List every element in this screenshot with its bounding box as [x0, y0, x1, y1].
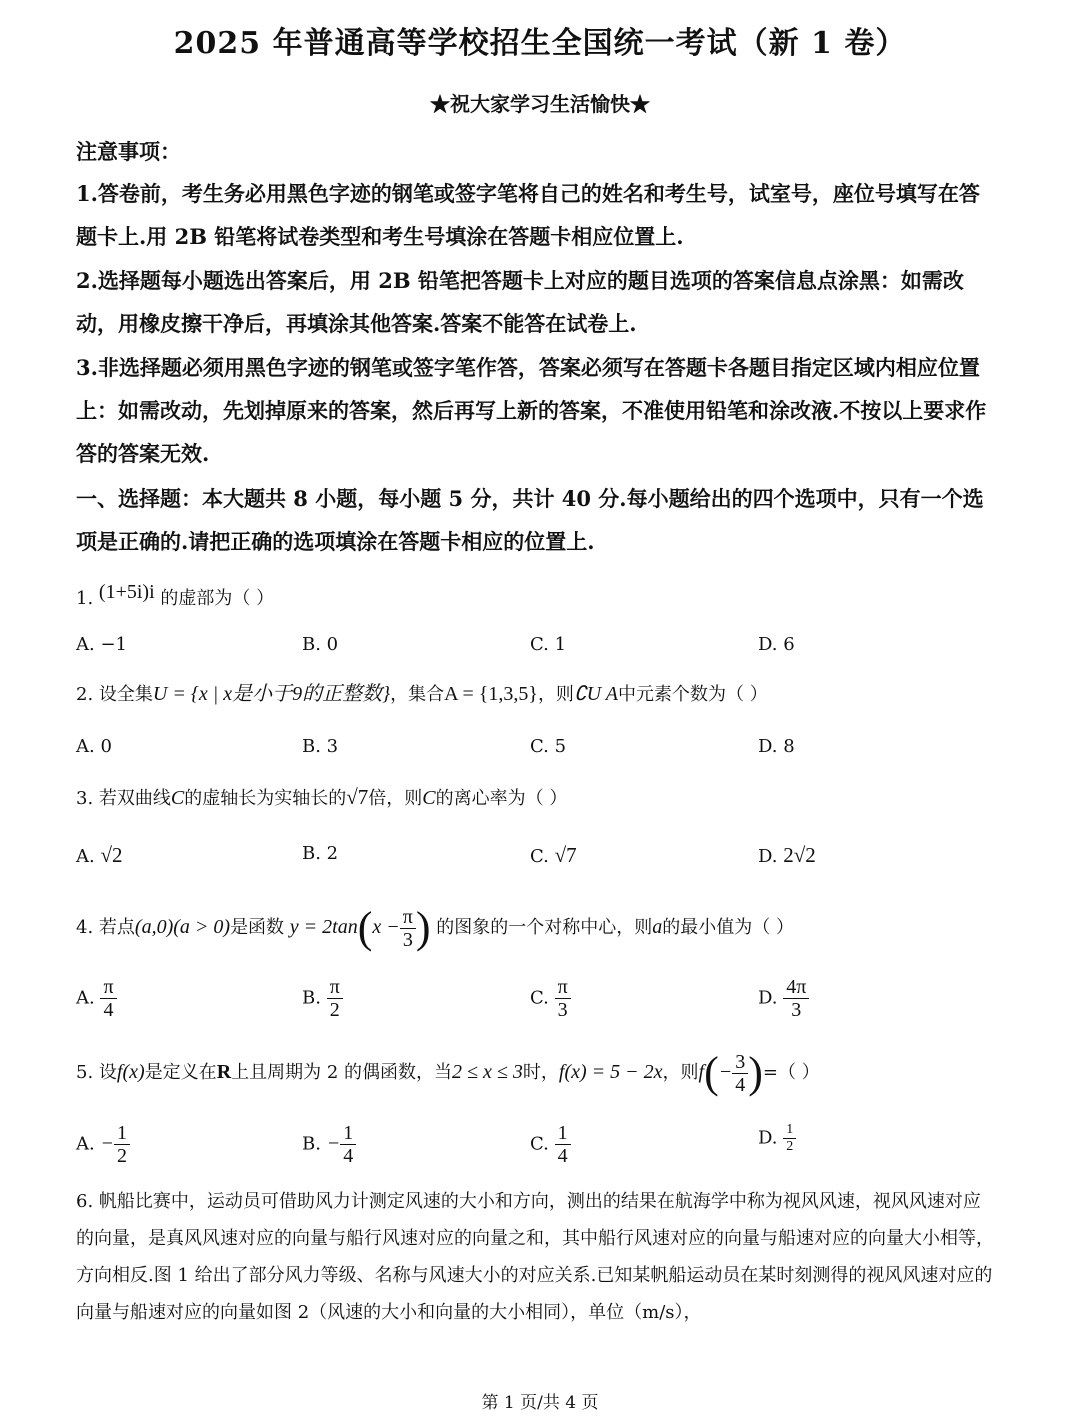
option-value: 2√2: [783, 843, 816, 867]
option-b: B. 2: [302, 843, 339, 864]
question-3-options: [76, 843, 1016, 883]
question-number: 5.: [76, 1062, 94, 1083]
fraction-numerator: π: [400, 906, 416, 929]
math-expression: y = 2tan: [289, 916, 358, 938]
fraction-numerator: π: [327, 976, 343, 999]
question-text: ，则: [537, 684, 574, 705]
fraction-numerator: 3: [732, 1051, 748, 1074]
question-text: 设: [98, 1062, 117, 1083]
option-sign: −: [326, 1132, 341, 1155]
fraction: [732, 1051, 748, 1096]
fraction-denominator: 4: [557, 1145, 568, 1167]
option-b: [302, 976, 343, 1021]
fraction-numerator: 1: [783, 1122, 796, 1139]
option-label: D.: [758, 846, 778, 867]
fraction: [555, 1122, 571, 1167]
option-label: D.: [758, 1127, 778, 1149]
option-a: A. −1: [76, 634, 127, 655]
question-3: [76, 783, 1016, 813]
question-2-options: [76, 736, 1016, 776]
fraction-denominator: 3: [791, 999, 802, 1021]
fraction: [555, 976, 571, 1021]
question-6: 6. 帆船比赛中，运动员可借助风力计测定风速的大小和方向，测出的结果在航海学中称为视风风速，视风风速对应的向量，是真风风速对应的向量与船行风速对应的向量之和，其中船行风速对应的向量与船速对应的向量大小相等，方向相反.图 1 给出了部分风力等级、名称与风速大小的对应关系.已知某帆船运动员在某时刻测得的视风风速对应的向量与船速对应的向量如图 2（风速的大小和向量的大小相同），单位（m/s），: [76, 1191, 994, 1323]
math-expression: A = {1,3,5}: [444, 683, 538, 705]
fraction: [100, 976, 116, 1021]
fraction-denominator: 4: [735, 1073, 746, 1096]
question-text: ，则: [662, 1062, 699, 1083]
option-d: [758, 976, 809, 1021]
math-expression: 2 ≤ x ≤ 3: [452, 1061, 523, 1083]
option-d: D. 6: [758, 634, 795, 655]
option-b: B. 0: [302, 634, 339, 655]
question-text: ，集合: [390, 684, 445, 705]
option-c: C. 5: [530, 736, 567, 757]
question-number: 2.: [76, 684, 94, 705]
option-sign: −: [100, 1132, 114, 1155]
option-label: A.: [76, 846, 95, 867]
question-text: 倍，则: [368, 788, 423, 809]
math-expression: f(x): [116, 1061, 145, 1083]
option-c: [530, 843, 577, 868]
math-expression: x −: [372, 916, 400, 938]
question-text: 的图象的一个对称中心，则: [436, 917, 653, 938]
fraction: [114, 1122, 130, 1167]
option-d: [758, 1122, 796, 1155]
section-1-heading: 一、选择题：本大题共 8 小题，每小题 5 分，共计 40 分.每小题给出的四个选项中，只有一个选项是正确的.请把正确的选项填涂在答题卡相应的位置上.: [76, 486, 984, 554]
fraction-denominator: 2: [786, 1139, 794, 1154]
option-label: B.: [302, 1133, 321, 1155]
notice-heading: 注意事项：: [76, 139, 181, 164]
fraction-numerator: π: [555, 976, 571, 999]
option-label: B.: [302, 987, 321, 1009]
fraction-denominator: 3: [557, 999, 568, 1021]
math-expression: √7: [346, 785, 369, 809]
math-expression: f(x) = 5 − 2x: [558, 1061, 663, 1083]
fraction-numerator: 1: [555, 1122, 571, 1145]
math-expression: (1+5i)i: [98, 581, 155, 603]
question-text: 设全集: [98, 684, 153, 705]
question-text: 的最小值为（ ）: [662, 917, 794, 938]
question-1-options: [76, 634, 1016, 674]
option-b: B. 3: [302, 736, 339, 757]
question-number: 3.: [76, 788, 94, 809]
option-value: √2: [100, 843, 123, 867]
question-text: 是定义在: [144, 1062, 217, 1083]
left-paren: (: [704, 1048, 719, 1097]
question-number: 1.: [76, 588, 94, 609]
math-variable: C: [422, 787, 436, 809]
question-4: [76, 900, 1016, 955]
question-text: 是函数: [230, 917, 285, 938]
question-1: [76, 581, 1016, 613]
question-5-options: [76, 1122, 1016, 1178]
option-d: D. 8: [758, 736, 795, 757]
question-text: 时，: [522, 1062, 559, 1083]
exam-subtitle: ★祝大家学习生活愉快★: [430, 92, 650, 116]
notice-rule-3: 3.非选择题必须用黑色字迹的钢笔或签字笔作答，答案必须写在答题卡各题目指定区域内相应位置上：如需改动，先划掉原来的答案，然后再写上新的答案，不准使用铅笔和涂改液.不按以上要求作答的答案无效.: [76, 355, 987, 466]
fraction: [400, 906, 416, 951]
option-value: √7: [554, 843, 577, 867]
option-a: [76, 976, 117, 1021]
question-text: 中元素个数为（ ）: [617, 684, 768, 705]
question-2: [76, 680, 1016, 709]
question-text: 若点: [98, 917, 135, 938]
math-expression: ∁U A: [573, 683, 618, 705]
option-a: [76, 843, 123, 868]
option-a: A. 0: [76, 736, 112, 757]
option-c: [530, 976, 571, 1021]
right-paren: ): [415, 903, 431, 952]
option-a: [76, 1122, 130, 1167]
fraction: [327, 976, 343, 1021]
question-4-options: [76, 976, 1016, 1032]
math-expression: U = {x | x是小于9的正整数}: [152, 683, 391, 705]
option-label: D.: [758, 987, 778, 1009]
fraction-denominator: 4: [103, 999, 114, 1021]
math-expression: f: [698, 1061, 705, 1083]
option-label: A.: [76, 1133, 95, 1155]
page-footer: 第 1 页/共 4 页: [481, 1393, 599, 1413]
question-5: [76, 1045, 1016, 1100]
fraction-denominator: 2: [329, 999, 340, 1021]
fraction-numerator: 1: [114, 1122, 130, 1145]
option-c: [530, 1122, 571, 1167]
math-set-r: R: [216, 1061, 232, 1083]
option-c: C. 1: [530, 634, 567, 655]
notice-rule-2: 2.选择题每小题选出答案后，用 2B 铅笔把答题卡上对应的题目选项的答案信息点涂黑：如需改动，用橡皮擦干净后，再填涂其他答案.答案不能答在试卷上.: [76, 268, 964, 336]
math-sign: −: [718, 1061, 733, 1083]
exam-title: 2025 年普通高等学校招生全国统一考试（新 1 卷）: [173, 26, 907, 61]
fraction-denominator: 3: [402, 928, 413, 951]
option-label: C.: [530, 1133, 549, 1155]
fraction: [340, 1122, 356, 1167]
question-text: 上且周期为 2 的偶函数，当: [231, 1062, 453, 1083]
option-label: A.: [76, 987, 95, 1009]
right-paren: ): [748, 1048, 763, 1097]
question-text: 若双曲线: [98, 788, 171, 809]
question-number: 4.: [76, 917, 94, 938]
fraction-denominator: 2: [116, 1145, 127, 1167]
fraction-numerator: π: [100, 976, 116, 999]
option-b: [302, 1122, 356, 1167]
notice-rule-1: 1.答卷前，考生务必用黑色字迹的钢笔或签字笔将自己的姓名和考生号，试室号，座位号填写在答题卡上.用 2B 铅笔将试卷类型和考生号填涂在答题卡相应位置上.: [76, 181, 980, 249]
fraction: [783, 976, 809, 1021]
question-text: 的虚轴长为实轴长的: [184, 788, 347, 809]
math-variable: C: [170, 787, 185, 809]
fraction: [783, 1122, 796, 1155]
math-expression: (a,0)(a > 0): [134, 916, 231, 938]
question-text: 的虚部为（ ）: [160, 588, 275, 609]
fraction-numerator: 1: [340, 1122, 356, 1145]
left-paren: (: [357, 903, 373, 952]
option-label: C.: [530, 846, 549, 867]
question-text: =（ ）: [762, 1062, 820, 1083]
option-d: [758, 843, 816, 868]
fraction-denominator: 4: [343, 1145, 354, 1167]
question-text: 的离心率为（ ）: [435, 788, 568, 809]
math-variable: a: [652, 916, 663, 938]
option-label: C.: [530, 987, 549, 1009]
fraction-numerator: 4π: [783, 976, 809, 999]
